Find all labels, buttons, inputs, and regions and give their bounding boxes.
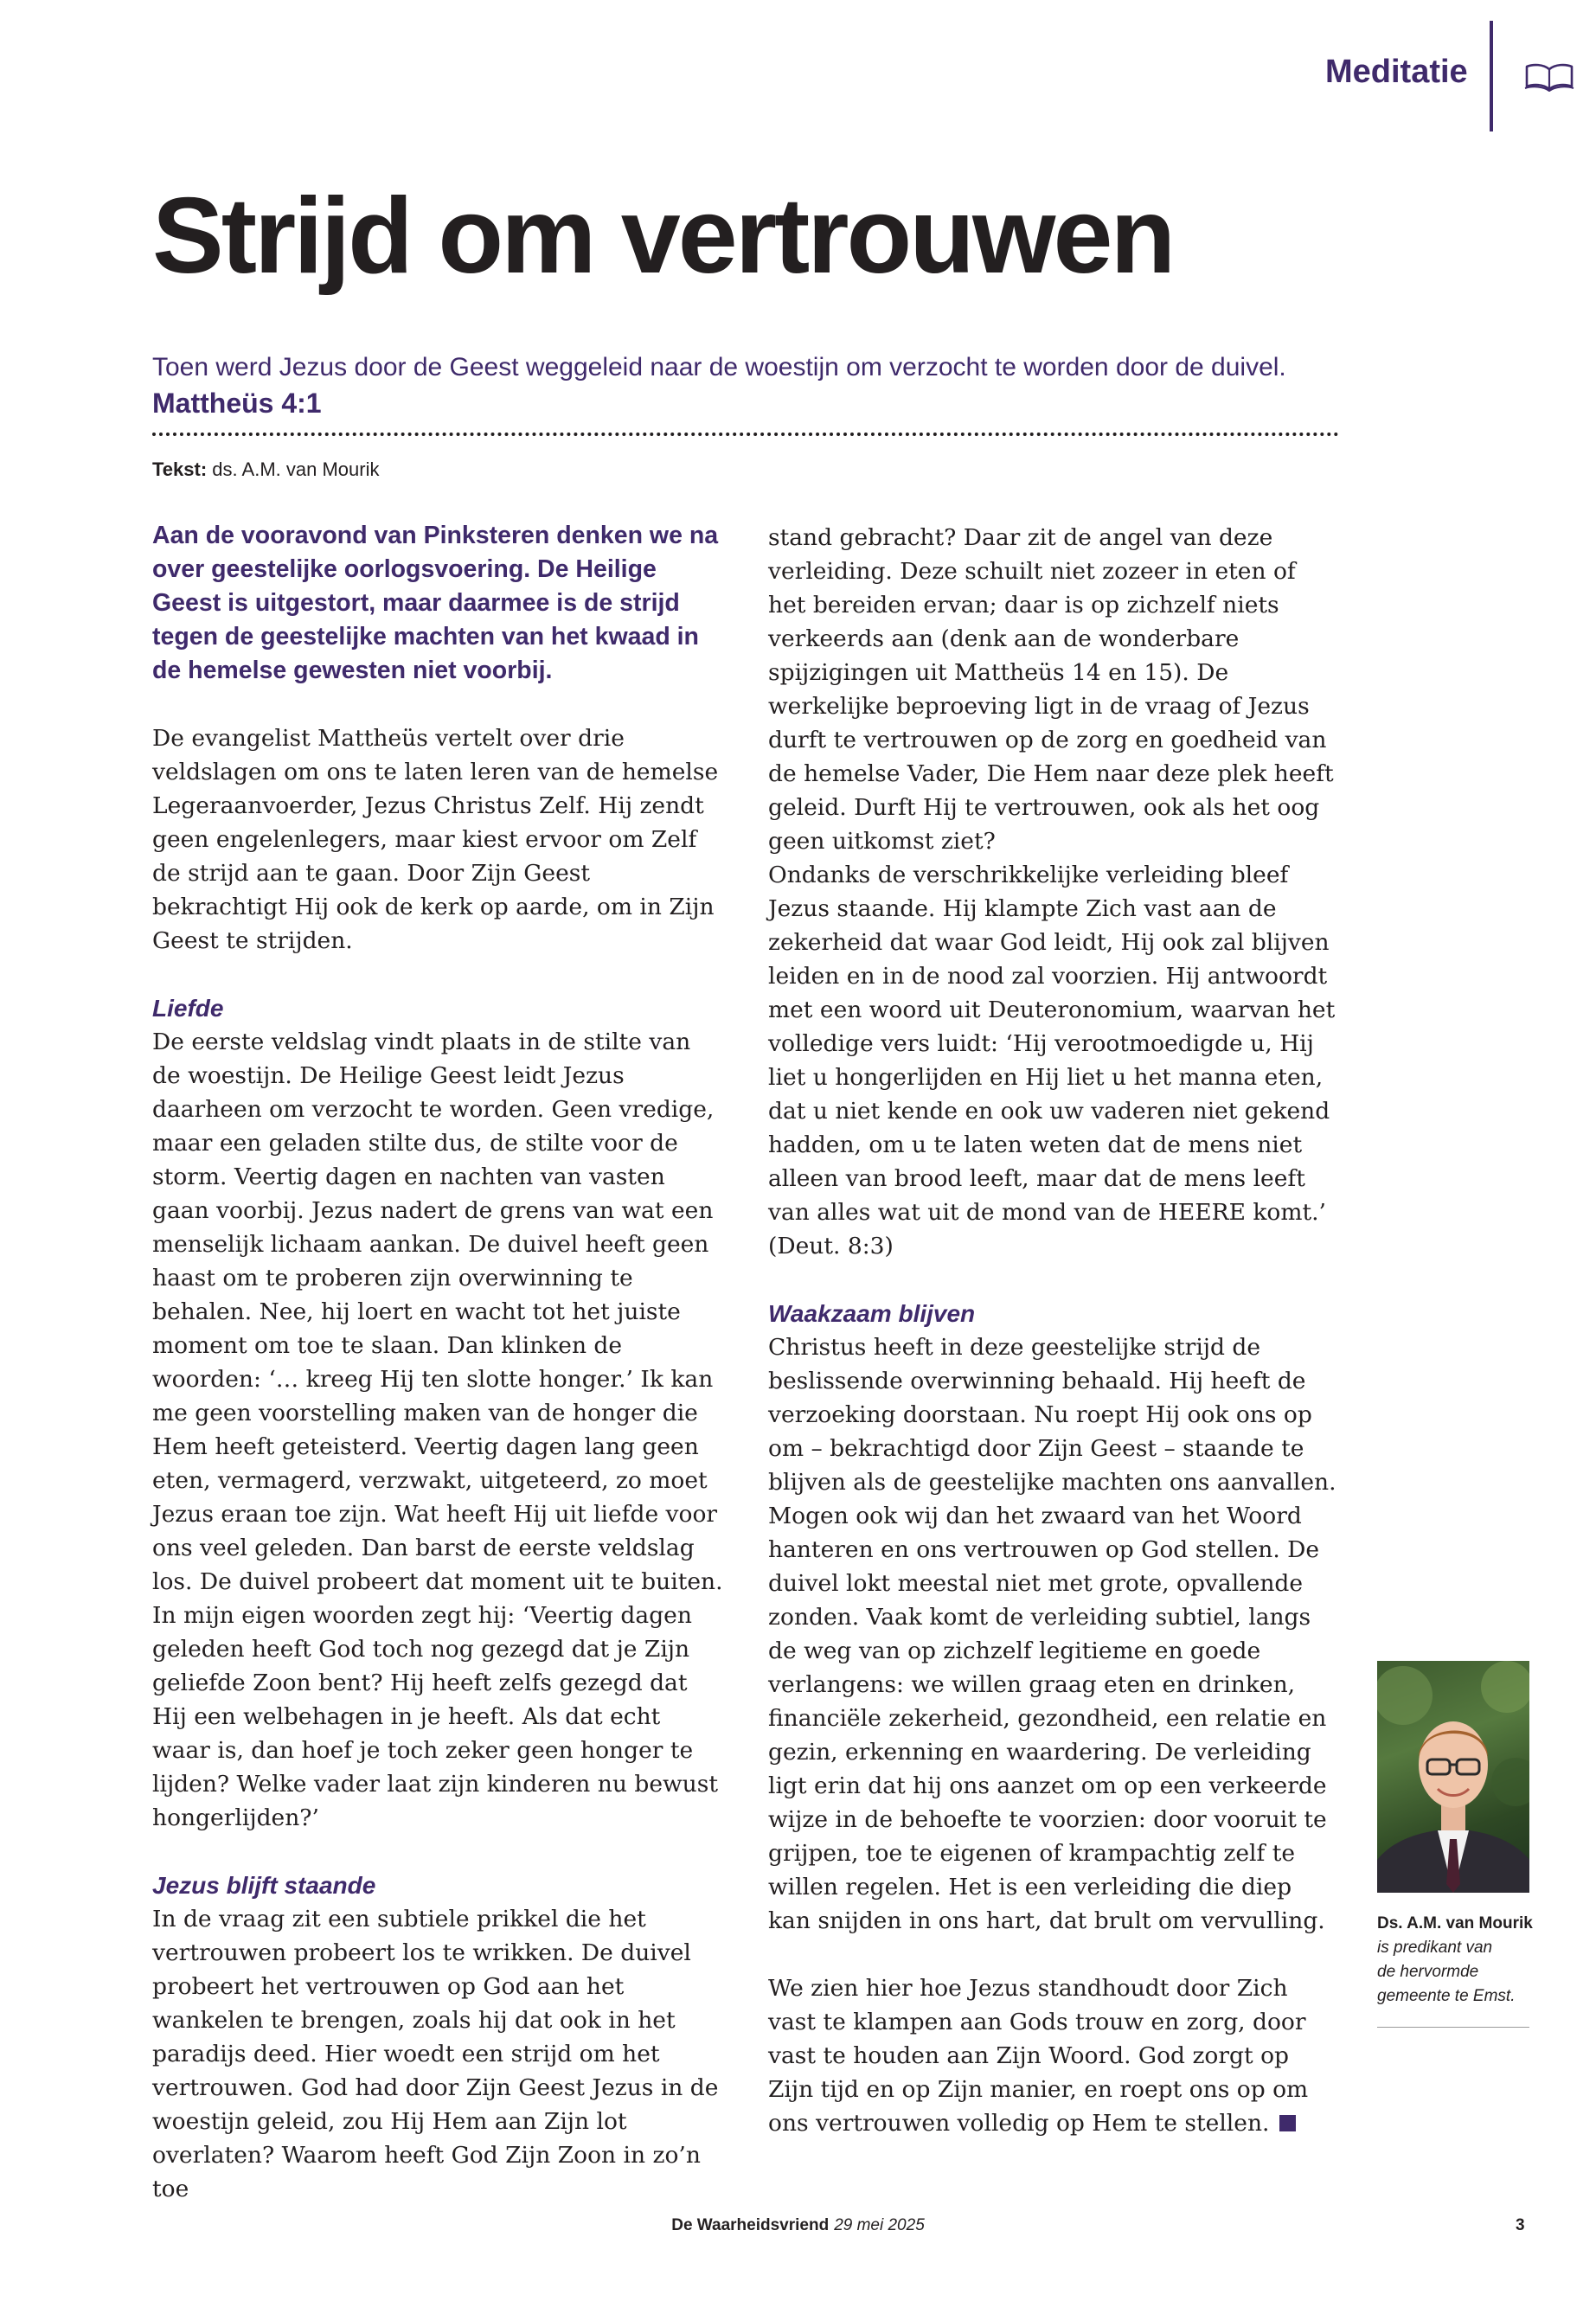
byline-label: Tekst: xyxy=(152,458,208,480)
end-mark-icon xyxy=(1279,2115,1296,2131)
author-bio-line: is predikant van xyxy=(1377,1939,1493,1957)
author-portrait-icon xyxy=(1377,1661,1529,1893)
dotted-divider xyxy=(152,433,1339,436)
body-paragraph: Ondanks de verschrikkelijke verleiding bleef Jezus staande. Hij klampte Zich vast aan de zekerheid dat waar God leidt, Hij ook zal blijven leiden en in de nood zal voorzien. Hij antwoordt met een woord uit Deuteronomium, waarvan het volledige vers luidt: ‘Hij verootmoedigde u, Hij liet u hongerlijden en Hij liet u het manna eten, dat u niet kende en ook uw vaderen niet gekend hadden, om u te laten weten dat de mens niet alleen van brood leeft, maar dat de mens leeft van alles wat uit de mond van de HEERE komt.’ (Deut. 8:3) xyxy=(768,862,1336,1259)
header-divider xyxy=(1490,21,1493,131)
verse-reference: Mattheüs 4:1 xyxy=(152,388,322,419)
author-photo xyxy=(1377,1661,1529,1893)
subheading-waakzaam-blijven: Waakzaam blijven xyxy=(768,1300,976,1327)
body-paragraph: Christus heeft in deze geestelijke strijd de beslissende overwinning behaald. Hij heeft de verzoeking doorstaan. Nu roept Hij ook ons op om – bekrachtigd door Zijn Geest – staande te blijven als de geestelijke machten ons aanvallen. Mogen ook wij dan het zwaard van het Woord hanteren en ons vertrouwen op God stellen. De duivel lokt meestal niet met grote, opvallende zonden. Vaak komt de verleiding subtiel, langs de weg van op zichzelf legitieme en goede verlangens: we willen graag eten en drinken, financiële zekerheid, gezondheid, een relatie en gezin, erkenning en waardering. De verleiding ligt erin dat hij ons aanzet om op een verkeerde wijze in de behoefte te voorzien: door vooruit te grijpen, toe te eigenen of krampachtig zelf te willen regelen. Het is een verleiding die diep kan snijden in ons hart, dat brult om vervulling. xyxy=(768,1334,1336,1934)
verse-text: Toen werd Jezus door de Geest weggeleid naar de woestijn om verzocht te worden door de duivel. xyxy=(152,353,1286,381)
author-name: Ds. A.M. van Mourik xyxy=(1377,1914,1533,1932)
article-column-2 xyxy=(768,521,1339,2140)
issue-date: 29 mei 2025 xyxy=(834,2216,925,2234)
article-column-1 xyxy=(152,519,723,1902)
publication-name: De Waarheidsvriend xyxy=(671,2216,830,2234)
article-column-1-continued xyxy=(152,1902,723,2206)
body-paragraph-continued: stand gebracht? Daar zit de angel van deze verleiding. Deze schuilt niet zozeer in eten of het bereiden ervan; daar is op zichzelf niets verkeerds aan (denk aan de wonderbare spijzigingen uit Mattheüs 14 en 15). De werkelijke beproeving ligt in de vraag of Jezus durft te vertrouwen op de zorg en goedheid van de hemelse Vader, Die Hem naar deze plek heeft geleid. Durft Hij te vertrouwen, ook als het oog geen uitkomst ziet? xyxy=(768,524,1334,855)
author-caption xyxy=(1377,1912,1542,2009)
subheading-liefde: Liefde xyxy=(152,995,224,1022)
page-number: 3 xyxy=(1516,2216,1525,2234)
intro-paragraph: Aan de vooravond van Pinksteren denken we na over geestelijke oorlogsvoering. De Heilige Geest is uitgestort, maar daarmee is de strijd tegen de geestelijke machten van het kwaad in de hemelse gewesten niet voorbij. xyxy=(152,522,719,684)
bible-verse xyxy=(152,350,1346,421)
section-label: Meditatie xyxy=(1325,54,1468,90)
byline-author: ds. A.M. van Mourik xyxy=(212,458,380,480)
author-bio-line: de hervormde xyxy=(1377,1963,1479,1981)
closing-paragraph xyxy=(768,1971,1339,2140)
subheading-jezus-blijft-staande: Jezus blijft staande xyxy=(152,1872,376,1899)
caption-divider xyxy=(1377,2027,1529,2028)
page-footer xyxy=(0,2216,1596,2235)
author-bio-line: gemeente te Emst. xyxy=(1377,1987,1516,2005)
body-paragraph-start: In de vraag zit een subtiele prikkel die het vertrouwen probeert los te wrikken. De duivel probeert het vertrouwen op God aan het wankelen te brengen, zoals hij dat ook in het paradijs deed. Hier woedt een strijd om het vertrouwen. God had door Zijn Geest Jezus in de woestijn geleid, zou Hij Hem aan Zijn lot overlaten? Waarom heeft God Zijn Zoon in zo’n toe xyxy=(152,1906,719,2202)
body-paragraph: De evangelist Mattheüs vertelt over drie veldslagen om ons te laten leren van de hemelse Legeraanvoerder, Jezus Christus Zelf. Hij zendt geen engelenlegers, maar kiest ervoor om Zelf de strijd aan te gaan. Door Zijn Geest bekrachtigt Hij ook de kerk op aarde, om in Zijn Geest te strijden. xyxy=(152,725,719,954)
byline xyxy=(152,458,379,481)
article-title: Strijd om vertrouwen xyxy=(152,176,1174,296)
open-book-icon xyxy=(1524,62,1574,92)
closing-text: We zien hier hoe Jezus standhoudt door Zich vast te klampen aan Gods trouw en zorg, door vast te houden aan Zijn Woord. God zorgt op Zijn tijd en op Zijn manier, en roept ons op om ons vertrouwen volledig op Hem te stellen. xyxy=(768,1975,1309,2137)
body-paragraph: De eerste veldslag vindt plaats in de stilte van de woestijn. De Heilige Geest leidt Jezus daarheen om verzocht te worden. Geen vredige, maar een geladen stilte dus, de stilte voor de storm. Veertig dagen en nachten van vasten gaan voorbij. Jezus nadert de grens van wat een menselijk lichaam aankan. De duivel heeft geen haast om te proberen zijn overwinning te behalen. Nee, hij loert en wacht tot het juiste moment om toe te slaan. Dan klinken de woorden: ‘… kreeg Hij ten slotte honger.’ Ik kan me geen voorstelling maken van de honger die Hem heeft geteisterd. Veertig dagen lang geen eten, vermagerd, verzwakt, uitgeteerd, zo moet Jezus eraan toe zijn. Wat heeft Hij uit liefde voor ons veel geleden. Dan barst de eerste veldslag los. De duivel probeert dat moment uit te buiten. In mijn eigen woorden zegt hij: ‘Veertig dagen geleden heeft God toch nog gezegd dat je Zijn geliefde Zoon bent? Hij heeft zelfs gezegd dat Hij een welbehagen in je heeft. Als dat echt waar is, dan hoef je toch zeker geen honger te lijden? Welke vader laat zijn kinderen nu bewust hongerlijden?’ xyxy=(152,1029,723,1831)
